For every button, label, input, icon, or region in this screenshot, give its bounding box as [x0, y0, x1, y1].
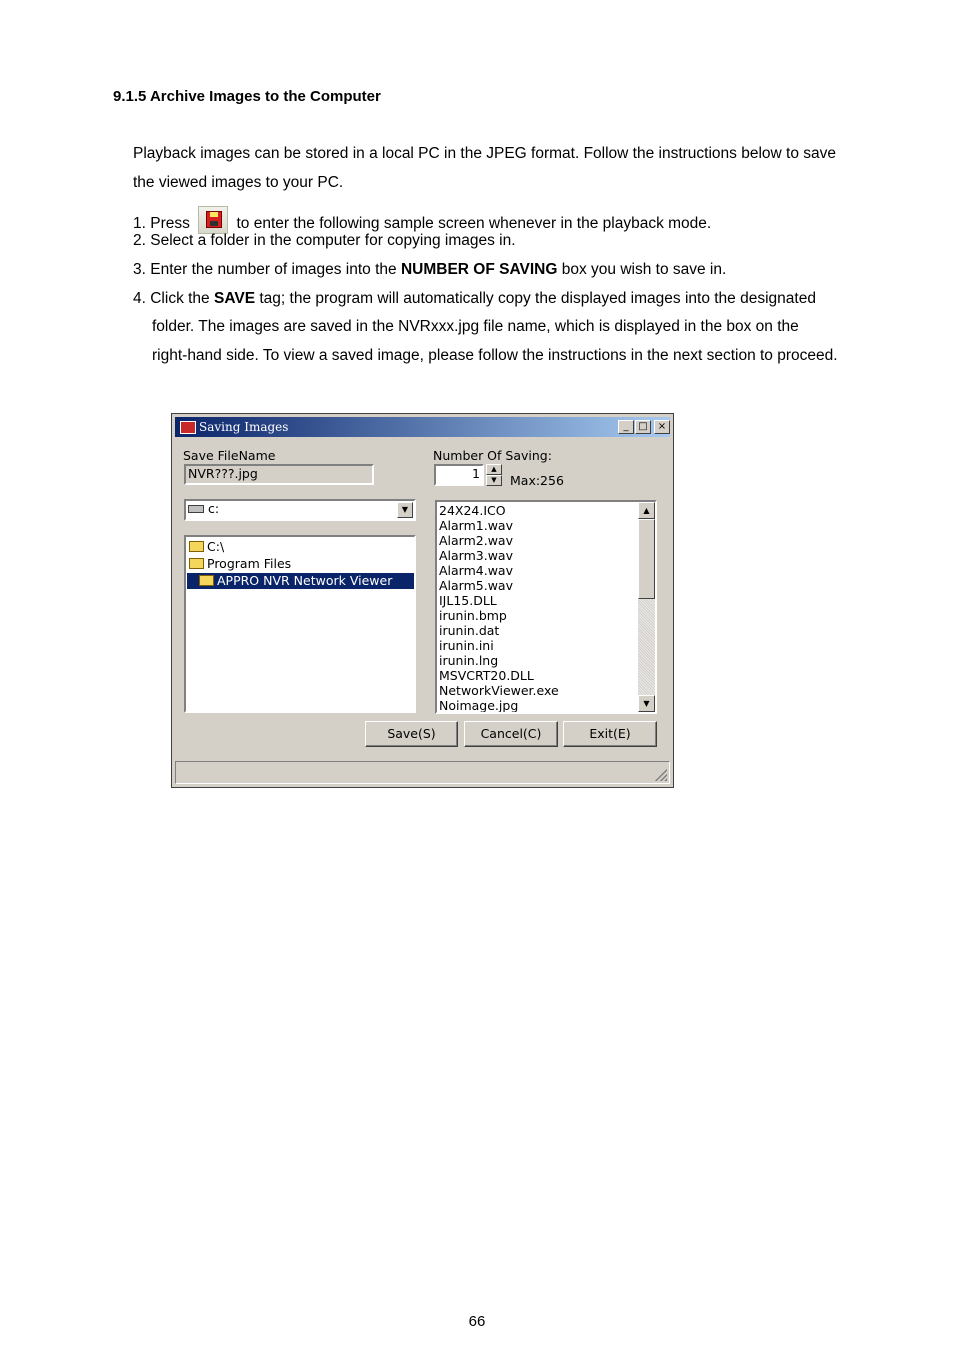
list-item[interactable]: NetworkViewer.exe [439, 683, 559, 698]
folder-item-program-files[interactable] [189, 556, 291, 572]
open-folder-icon [189, 541, 204, 552]
scroll-down-icon[interactable]: ▼ [638, 695, 655, 712]
cancel-button[interactable]: Cancel(C) [464, 721, 558, 747]
list-item[interactable]: irunin.ini [439, 638, 494, 653]
step-4 [133, 288, 873, 309]
exit-button[interactable]: Exit(E) [563, 721, 657, 747]
open-folder-icon [199, 575, 214, 586]
number-spinner[interactable] [486, 464, 502, 486]
folder-tree[interactable] [184, 535, 416, 713]
folder-item-appro-nvr[interactable] [187, 573, 414, 589]
list-item[interactable]: Noimage.jpg [439, 698, 519, 713]
list-item[interactable]: irunin.lng [439, 653, 499, 668]
file-list-scrollbar[interactable] [638, 502, 655, 712]
step-2: 2. Select a folder in the computer for copying images in. [133, 232, 516, 249]
list-item[interactable]: irunin.bmp [439, 608, 507, 623]
scroll-up-icon[interactable]: ▲ [638, 502, 655, 519]
folder-label: C:\ [207, 539, 225, 554]
number-of-saving-input[interactable]: 1 [434, 464, 484, 486]
folder-label: Program Files [207, 556, 292, 571]
drive-value: c: [208, 501, 220, 516]
step-3-text-after: box you wish to save in. [561, 261, 727, 278]
number-of-saving-label: Number Of Saving: [433, 448, 552, 463]
save-filename-label: Save FileName [183, 448, 276, 463]
drive-icon [188, 505, 204, 513]
drive-select[interactable] [184, 499, 416, 521]
step-1-text-before: 1. Press [133, 215, 190, 232]
step-4-line-3: right-hand side. To view a saved image, please follow the instructions in the next section to proceed. [152, 347, 838, 364]
page-number: 66 [468, 1313, 486, 1330]
step-4-line-2: folder. The images are saved in the NVRxxx.jpg file name, which is displayed in the box on the [152, 318, 799, 335]
step-4-text-before: 4. Click the [133, 290, 210, 307]
list-item[interactable]: Alarm3.wav [439, 548, 513, 563]
spin-up-icon[interactable]: ▲ [486, 464, 502, 475]
list-item[interactable]: MSVCRT20.DLL [439, 668, 534, 683]
maximize-button[interactable]: □ [635, 420, 651, 434]
step-3-bold-term: NUMBER OF SAVING [400, 261, 558, 278]
folder-item-root[interactable] [189, 539, 224, 555]
close-button[interactable]: × [654, 420, 670, 434]
spin-down-icon[interactable]: ▼ [486, 475, 502, 486]
resize-grip-icon[interactable] [655, 769, 667, 781]
saving-images-dialog [171, 413, 674, 788]
intro-line-2: the viewed images to your PC. [133, 174, 344, 191]
list-item[interactable]: Alarm1.wav [439, 518, 513, 533]
open-folder-icon [189, 558, 204, 569]
chevron-down-icon[interactable]: ▼ [397, 502, 413, 518]
dialog-title: Saving Images [199, 420, 289, 434]
max-label: Max:256 [510, 473, 564, 488]
intro-paragraph [133, 143, 873, 193]
list-item[interactable]: Alarm5.wav [439, 578, 513, 593]
dialog-titlebar [175, 417, 670, 437]
step-4-text-after: tag; the program will automatically copy the displayed images into the designated [259, 290, 816, 307]
file-list[interactable] [435, 500, 657, 714]
scroll-thumb[interactable] [638, 519, 655, 599]
list-item[interactable]: Alarm4.wav [439, 563, 513, 578]
list-item[interactable]: IJL15.DLL [439, 593, 497, 608]
step-4-bold-term: SAVE [213, 290, 256, 307]
step-3-text-before: 3. Enter the number of images into the [133, 261, 397, 278]
save-filename-field[interactable]: NVR???.jpg [184, 464, 374, 485]
step-1-text-after: to enter the following sample screen whenever in the playback mode. [236, 215, 712, 232]
section-heading: 9.1.5 Archive Images to the Computer [113, 88, 381, 105]
save-button[interactable]: Save(S) [365, 721, 458, 747]
app-icon [180, 421, 196, 434]
list-item[interactable]: 24X24.ICO [439, 503, 506, 518]
folder-label: APPRO NVR Network Viewer [217, 573, 393, 588]
minimize-button[interactable]: _ [618, 420, 634, 434]
intro-line-1: Playback images can be stored in a local PC in the JPEG format. Follow the instructions below to save [133, 145, 837, 162]
step-3 [133, 259, 873, 280]
status-bar [175, 761, 670, 784]
list-item[interactable]: Alarm2.wav [439, 533, 513, 548]
list-item[interactable]: irunin.dat [439, 623, 500, 638]
